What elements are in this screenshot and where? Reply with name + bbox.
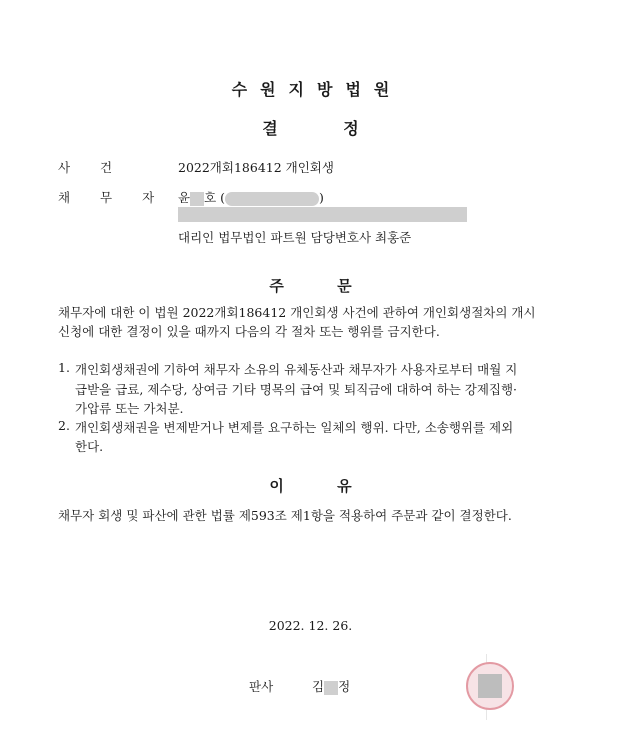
redaction-block	[324, 681, 338, 695]
debtor-name	[178, 188, 324, 206]
document-title: 결 정	[262, 119, 359, 138]
decision-date: 2022. 12. 26.	[268, 618, 353, 633]
paren-open: (	[220, 190, 226, 205]
item-1-line-1: 개인회생채권에 기하여 채무자 소유의 유체동산과 채무자가 사용자로부터 매월 지	[75, 362, 518, 377]
redacted-address	[178, 207, 467, 222]
order-heading: 주 문	[269, 277, 352, 295]
reason-heading: 이 유	[269, 477, 352, 495]
debtor-name-last: 호	[204, 190, 217, 205]
redaction-block	[190, 192, 204, 206]
item-2-line-1: 개인회생채권을 변제받거나 변제를 요구하는 일체의 행위. 다만, 소송행위를 제외	[75, 420, 514, 435]
order-line-1: 채무자에 대한 이 법원 2022개회186412 개인회생 사건에 관하여 개인회생절차의 개시	[58, 305, 536, 320]
court-seal	[466, 662, 514, 710]
item-2-line-2: 한다.	[75, 439, 104, 454]
item-1-number: 1.	[58, 360, 70, 375]
debtor-name-first: 윤	[178, 190, 191, 205]
case-number: 2022개회186412 개인회생	[178, 160, 334, 175]
paren-close: )	[319, 190, 324, 205]
redaction-block	[225, 192, 319, 206]
item-1-line-2: 급받을 급료, 제수당, 상여금 기타 명목의 급여 및 퇴직금에 대하여 하는 강제집행·	[75, 382, 518, 397]
item-1-line-3: 가압류 또는 가처분.	[75, 401, 184, 416]
judge-name	[312, 677, 350, 695]
redaction-block	[478, 674, 502, 698]
judge-label: 판사	[249, 679, 274, 694]
judge-name-first: 김	[312, 679, 325, 694]
debtor-agent: 대리인 법무법인 파트원 담당변호사 최홍준	[178, 230, 412, 245]
item-2-number: 2.	[58, 418, 70, 433]
judge-name-last: 정	[338, 679, 351, 694]
case-label: 사 건	[58, 160, 113, 175]
court-name: 수원지방법원	[231, 80, 403, 99]
order-line-2: 신청에 대한 결정이 있을 때까지 다음의 각 절차 또는 행위를 금지한다.	[58, 324, 440, 339]
debtor-label: 채 무 자	[58, 190, 155, 205]
reason-text: 채무자 회생 및 파산에 관한 법률 제593조 제1항을 적용하여 주문과 같이 결정한다.	[58, 508, 512, 523]
